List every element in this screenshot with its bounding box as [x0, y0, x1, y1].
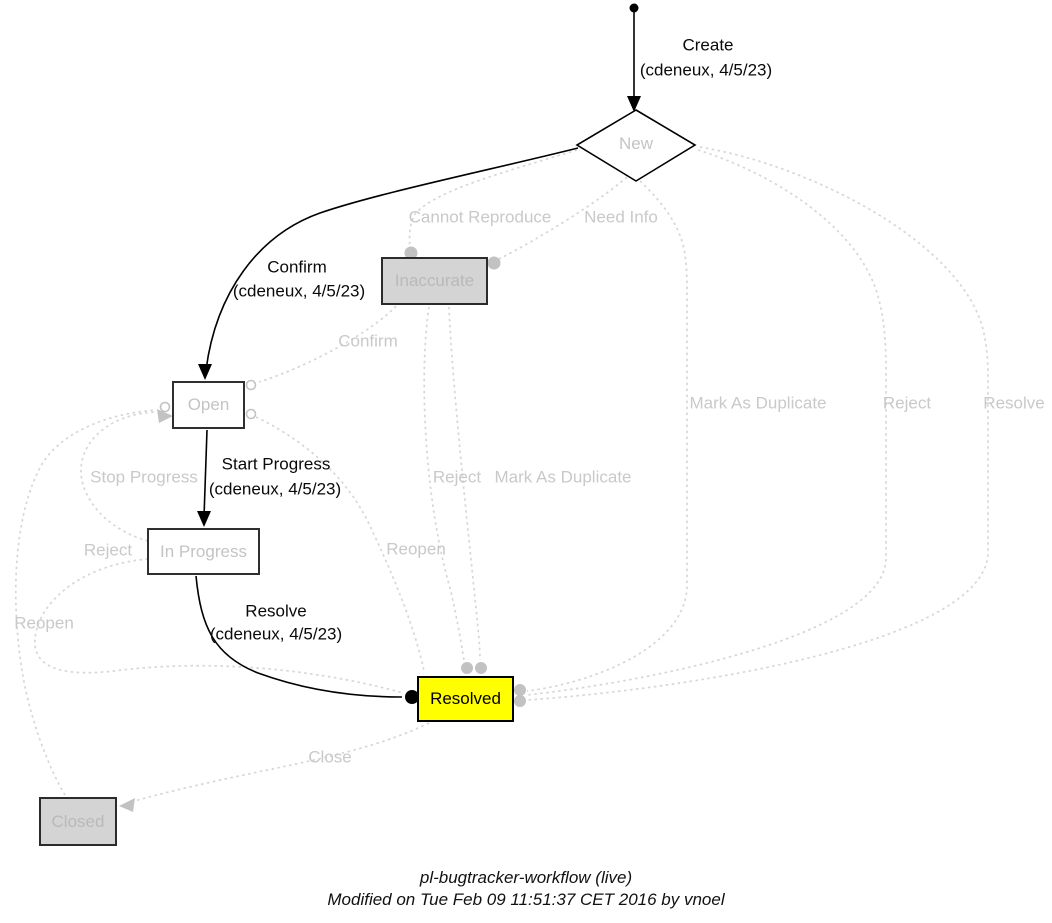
node-open-label: Open — [187, 395, 230, 414]
arrowhead-create — [627, 96, 641, 112]
node-new-label: New — [618, 134, 654, 153]
edge-close[interactable] — [128, 723, 429, 803]
endpoint-dot-resolved-top-right — [475, 662, 487, 674]
label-confirm: Confirm — [267, 257, 327, 277]
label-cannot-reproduce: Cannot Reproduce — [408, 207, 552, 227]
arrowhead-start-progress — [197, 511, 211, 527]
source-circle-open-right-top — [247, 381, 256, 390]
edge-start-progress[interactable] — [204, 430, 207, 517]
node-resolved[interactable] — [417, 676, 514, 722]
node-open[interactable] — [172, 381, 245, 429]
node-closed-label: Closed — [51, 811, 105, 831]
edge-mark-as-duplicate-from-new[interactable] — [527, 181, 687, 691]
label-need-info: Need Info — [584, 207, 658, 227]
edge-cannot-reproduce[interactable] — [410, 150, 577, 248]
node-resolved-label: Resolved — [430, 689, 501, 708]
node-in-progress-label: In Progress — [160, 541, 247, 561]
endpoint-dot-resolved-right-1 — [514, 684, 526, 696]
label-mark-as-duplicate-from-new: Mark As Duplicate — [689, 393, 827, 413]
label-confirm-from-inaccurate: Confirm — [338, 331, 398, 351]
label-reject-from-new: Reject — [882, 393, 932, 413]
label-close: Close — [308, 747, 352, 767]
label-stop-progress: Stop Progress — [90, 467, 198, 487]
node-closed[interactable] — [39, 797, 117, 846]
node-inaccurate[interactable] — [381, 257, 488, 305]
endpoint-dot-resolved-top-left — [461, 662, 473, 674]
footer-modified-line: Modified on Tue Feb 09 11:51:37 CET 2016 by vnoel — [327, 890, 725, 909]
footer-workflow-name: pl-bugtracker-workflow (live) — [419, 868, 633, 887]
label-start-progress-performer: (cdeneux, 4/5/23) — [208, 479, 342, 499]
gray-arrowhead-into-closed — [119, 798, 135, 812]
label-resolve: Resolve — [245, 601, 307, 621]
edge-reject-from-new[interactable] — [527, 150, 886, 695]
label-mark-as-duplicate-mid: Mark As Duplicate — [494, 467, 632, 487]
label-resolve-from-new: Resolve — [983, 393, 1045, 413]
endpoint-dot-inaccurate-right — [488, 257, 501, 270]
label-reject-from-in-progress: Reject — [83, 540, 133, 560]
label-reject-mid: Reject — [432, 467, 482, 487]
label-resolve-performer: (cdeneux, 4/5/23) — [209, 624, 343, 644]
source-circle-open-left — [161, 403, 170, 412]
label-reopen-from-closed: Reopen — [14, 613, 74, 633]
label-reopen-from-resolved: Reopen — [386, 539, 446, 559]
node-in-progress[interactable] — [147, 528, 260, 575]
start-dot — [630, 4, 639, 13]
label-create-performer: (cdeneux, 4/5/23) — [639, 60, 773, 80]
label-create: Create — [682, 35, 734, 55]
label-confirm-performer: (cdeneux, 4/5/23) — [232, 281, 366, 301]
label-start-progress: Start Progress — [221, 454, 331, 474]
node-inaccurate-label: Inaccurate — [394, 271, 475, 290]
arrowhead-confirm — [198, 364, 212, 380]
endpoint-dot-resolved-right-2 — [514, 695, 526, 707]
source-circle-open-right-bottom — [247, 410, 256, 419]
edge-resolve-from-new[interactable] — [527, 147, 988, 700]
